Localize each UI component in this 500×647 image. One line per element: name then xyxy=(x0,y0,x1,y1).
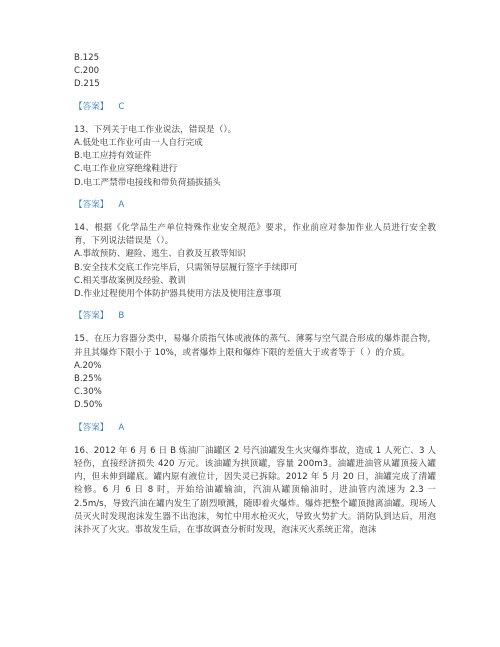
question-stem: 15、在压力容器分类中，易爆介质指气体或液体的蒸气、薄雾与空气混合形成的爆炸混合物，并且其爆炸下限小于 10%，或者爆炸上限和爆炸下限的差值大于或者等于（ ）的介质。 xyxy=(74,334,436,358)
answer-tag: 【答案】 xyxy=(74,422,109,433)
option-d-prev: D.215 xyxy=(74,79,100,90)
answer-tag: 【答案】 xyxy=(74,311,109,322)
answer-value: A xyxy=(118,199,125,210)
answer-value: B xyxy=(118,311,125,322)
question-stem: 16、2012 年 6 月 6 日 B 炼油厂油罐区 2 号汽油罐发生火灾爆炸事故，造成 1 人死亡、3 人轻伤，直接经济损失 420 万元。该油罐为拱顶罐，容量 200m3。油罐进油管从罐顶接入罐内，但未伸到罐底。罐内原有液位计，因失灵已拆除。2012 年 5 月 20 日，油罐完成了清罐检修。6 月 6 日 8 时，开始给油罐输油，汽油从罐顶输油时，进油管内流速为 2.3 一 2.5m/s，导致汽油在罐内发生了剧烈喷溅，随即着火爆炸。爆炸把整个罐顶抛离油罐。现场人员灭火时发现泡沫发生器不出泡沫，匆忙中用水枪灭火，导致火势扩大。消防队到达后，用泡沫扑灭了火灾。事故发生后，在事故调查分析时发现，泡沫灭火系统正常，泡沫 xyxy=(74,445,436,536)
answer-tag: 【答案】 xyxy=(74,101,109,112)
question-13 xyxy=(74,124,436,190)
document-page xyxy=(74,52,436,537)
option-a: A.低处电工作业可由一人自行完成 xyxy=(74,138,203,149)
question-14 xyxy=(74,222,436,301)
answer-tag: 【答案】 xyxy=(74,199,109,210)
option-c: C.30% xyxy=(74,387,102,398)
answer-line xyxy=(74,422,436,435)
question-stem: 13、下列关于电工作业说法，错误是（）。 xyxy=(74,124,237,135)
option-c: C.电工作业应穿绝缘鞋进行 xyxy=(74,164,178,175)
option-d: D.50% xyxy=(74,400,103,411)
option-c-prev: C.200 xyxy=(74,66,100,77)
option-b: B.25% xyxy=(74,374,102,385)
previous-question-options xyxy=(74,52,436,92)
option-c: C.相关事故案例及经验、教训 xyxy=(74,275,186,286)
question-15 xyxy=(74,333,436,412)
question-stem: 14、根据《化学品生产单位特殊作业安全规范》要求，作业前应对参加作业人员进行安全教育，下列说法错误是（）。 xyxy=(74,223,436,247)
option-a: A.20% xyxy=(74,360,102,371)
option-b: B.电工应持有效证件 xyxy=(74,151,152,162)
answer-line xyxy=(74,310,436,323)
option-b: B.安全技术交底工作完毕后，只需领导层履行签字手续即可 xyxy=(74,262,298,273)
option-a: A.事故预防、避险、逃生、自救及互救等知识 xyxy=(74,249,246,260)
question-16 xyxy=(74,445,436,537)
option-d: D.电工严禁带电接线和带负荷插拔插头 xyxy=(74,177,221,188)
answer-value: C xyxy=(118,101,125,112)
answer-line xyxy=(74,199,436,212)
option-b-prev: B.125 xyxy=(74,53,100,63)
option-d: D.作业过程使用个体防护器具使用方法及使用注意事项 xyxy=(74,289,282,300)
answer-value: A xyxy=(118,422,125,433)
answer-line xyxy=(74,101,436,114)
